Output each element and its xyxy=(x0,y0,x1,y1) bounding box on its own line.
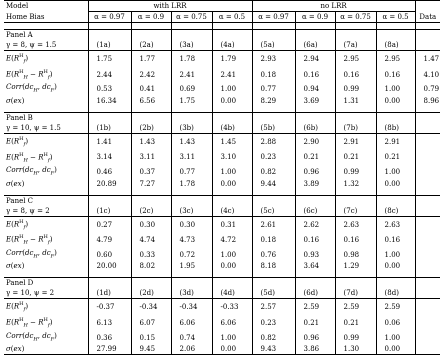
panel-params: γ = 10, ψ = 2 xyxy=(4,288,88,299)
value-cell: 0.53 xyxy=(88,82,131,95)
value-cell: 1.00 xyxy=(212,248,252,261)
value-cell: 6.13 xyxy=(88,315,131,331)
alpha-header: α = 0.75 xyxy=(335,12,376,23)
row-label: $E(R^H_f)$ xyxy=(4,299,88,315)
spec-id: (6b) xyxy=(295,123,335,134)
value-cell: 20.89 xyxy=(88,179,131,189)
corr-row xyxy=(4,165,440,178)
value-cell: 2.95 xyxy=(335,51,376,67)
ediff-row xyxy=(4,67,440,83)
value-cell: 1.00 xyxy=(376,248,415,261)
value-cell: 16.34 xyxy=(88,96,131,106)
spec-id: (2a) xyxy=(131,40,171,51)
value-cell: 1.75 xyxy=(88,51,131,67)
value-cell: 1.45 xyxy=(212,133,252,149)
value-cell: 0.06 xyxy=(376,315,415,331)
value-cell: 2.63 xyxy=(335,216,376,232)
er-row xyxy=(4,216,440,232)
value-cell: 0.36 xyxy=(88,331,131,344)
value-cell xyxy=(415,216,440,232)
value-cell: 2.90 xyxy=(295,133,335,149)
value-cell: 1.77 xyxy=(131,51,171,67)
spec-id: (1b) xyxy=(88,123,131,134)
value-cell: 1.00 xyxy=(376,331,415,344)
value-cell: 0.96 xyxy=(295,331,335,344)
value-cell: 2.59 xyxy=(295,299,335,315)
row-label: $Corr(dc_H$, $dc_F$) xyxy=(4,248,88,261)
value-cell: 27.99 xyxy=(88,344,131,355)
value-cell: 0.23 xyxy=(252,315,295,331)
value-cell: 0.21 xyxy=(295,315,335,331)
value-cell: 1.00 xyxy=(376,82,415,95)
value-cell xyxy=(415,299,440,315)
panel-params: γ = 8, ψ = 1.5 xyxy=(4,40,88,51)
value-cell: 0.00 xyxy=(376,344,415,355)
value-cell: 4.72 xyxy=(212,232,252,248)
value-cell: 2.41 xyxy=(171,67,212,83)
alpha-header: α = 0.5 xyxy=(376,12,415,23)
row-label: σ(ex) xyxy=(4,344,88,355)
value-cell: 0.46 xyxy=(88,165,131,178)
value-cell: 0.16 xyxy=(295,67,335,83)
row-label: $E(R^H_f)$ xyxy=(4,216,88,232)
value-cell: 2.61 xyxy=(252,216,295,232)
value-cell: 0.77 xyxy=(252,82,295,95)
panel-params-row xyxy=(4,123,440,134)
value-cell xyxy=(415,165,440,178)
value-cell: 0.41 xyxy=(131,82,171,95)
panel-title-row xyxy=(4,278,440,289)
value-cell: -0.33 xyxy=(212,299,252,315)
er-row xyxy=(4,51,440,67)
value-cell: 4.74 xyxy=(131,232,171,248)
value-cell: -0.34 xyxy=(131,299,171,315)
row-label: $E(R^H_H - R^H_f)$ xyxy=(4,232,88,248)
spec-id: (6d) xyxy=(295,288,335,299)
value-cell: 0.99 xyxy=(335,331,376,344)
value-cell: 0.96 xyxy=(295,165,335,178)
value-cell xyxy=(415,344,440,355)
value-cell: 2.59 xyxy=(376,299,415,315)
spec-id: (5a) xyxy=(252,40,295,51)
value-cell: 8.96 xyxy=(423,96,440,105)
row-label: $Corr(dc_H$, $dc_F$) xyxy=(4,331,88,344)
value-cell: 3.69 xyxy=(295,96,335,106)
panel-title: Panel C xyxy=(4,195,88,206)
sigma-row xyxy=(4,179,440,189)
spec-id: (7c) xyxy=(335,206,376,217)
value-cell: 0.74 xyxy=(171,331,212,344)
value-cell: 3.14 xyxy=(88,150,131,166)
row-label: $Corr(dc_H$, $dc_F$) xyxy=(4,165,88,178)
row-label: $E(R^H_H - R^H_f)$ xyxy=(4,67,88,83)
spec-id: (2d) xyxy=(131,288,171,299)
spec-id: (8c) xyxy=(376,206,415,217)
value-cell xyxy=(415,248,440,261)
value-cell: 0.00 xyxy=(212,179,252,189)
value-cell: 0.94 xyxy=(295,82,335,95)
value-cell: 6.07 xyxy=(131,315,171,331)
ediff-row xyxy=(4,150,440,166)
spec-id: (7b) xyxy=(335,123,376,134)
panel-params-row xyxy=(4,288,440,299)
value-cell: 0.72 xyxy=(171,248,212,261)
value-cell: 2.42 xyxy=(131,67,171,83)
value-cell: 3.89 xyxy=(295,179,335,189)
value-cell: 0.16 xyxy=(376,232,415,248)
spec-id: (1d) xyxy=(88,288,131,299)
value-cell: 2.62 xyxy=(295,216,335,232)
alpha-header: α = 0.75 xyxy=(171,12,212,23)
ediff-row xyxy=(4,232,440,248)
spec-id: (1c) xyxy=(88,206,131,217)
value-cell: 2.63 xyxy=(376,216,415,232)
value-cell: 2.59 xyxy=(335,299,376,315)
value-cell xyxy=(415,179,440,189)
value-cell: 0.31 xyxy=(212,216,252,232)
value-cell: 9.43 xyxy=(252,344,295,355)
alpha-header: α = 0.9 xyxy=(295,12,335,23)
value-cell: 1.78 xyxy=(171,179,212,189)
row-label: $E(R^H_f)$ xyxy=(4,133,88,149)
value-cell: 0.99 xyxy=(335,165,376,178)
value-cell: 0.30 xyxy=(131,216,171,232)
value-cell: 0.18 xyxy=(252,232,295,248)
value-cell: 2.94 xyxy=(295,51,335,67)
spec-id: (8d) xyxy=(376,288,415,299)
spec-id: (3a) xyxy=(171,40,212,51)
value-cell: 0.18 xyxy=(252,67,295,83)
value-cell: 0.00 xyxy=(376,96,415,106)
panel-title-row xyxy=(4,30,440,41)
spacer-row xyxy=(4,23,440,30)
value-cell: 1.78 xyxy=(171,51,212,67)
value-cell: 0.00 xyxy=(212,344,252,355)
value-cell: 0.60 xyxy=(88,248,131,261)
spec-id: (8a) xyxy=(376,40,415,51)
value-cell: 0.16 xyxy=(335,67,376,83)
alpha-header: α = 0.97 xyxy=(88,12,131,23)
value-cell: 0.99 xyxy=(335,82,376,95)
value-cell: 8.18 xyxy=(252,261,295,271)
spec-id: (5c) xyxy=(252,206,295,217)
row-label: σ(ex) xyxy=(4,261,88,271)
spec-id: (4a) xyxy=(212,40,252,51)
value-cell: 0.30 xyxy=(171,216,212,232)
value-cell: 4.10 xyxy=(423,70,440,79)
panel-params: γ = 8, ψ = 2 xyxy=(4,206,88,217)
value-cell: 0.21 xyxy=(335,315,376,331)
value-cell: 2.44 xyxy=(88,67,131,83)
spec-id: (4d) xyxy=(212,288,252,299)
value-cell xyxy=(415,133,440,149)
value-cell: 0.79 xyxy=(423,85,440,94)
value-cell: 1.79 xyxy=(212,51,252,67)
row-label: σ(ex) xyxy=(4,179,88,189)
row-label: σ(ex) xyxy=(4,96,88,106)
value-cell: 2.91 xyxy=(335,133,376,149)
value-cell: 1.75 xyxy=(171,96,212,106)
home-bias-header: Home Bias xyxy=(4,12,88,23)
spec-id: (4b) xyxy=(212,123,252,134)
spec-id: (1a) xyxy=(88,40,131,51)
value-cell: 0.16 xyxy=(295,232,335,248)
value-cell: 0.82 xyxy=(252,165,295,178)
sigma-row xyxy=(4,96,440,106)
value-cell: 1.32 xyxy=(335,179,376,189)
value-cell: 1.30 xyxy=(335,344,376,355)
value-cell: 2.93 xyxy=(252,51,295,67)
value-cell: 6.06 xyxy=(171,315,212,331)
spec-id: (6c) xyxy=(295,206,335,217)
value-cell: 2.41 xyxy=(212,67,252,83)
value-cell: 0.76 xyxy=(252,248,295,261)
value-cell: 0.21 xyxy=(295,150,335,166)
value-cell: 2.06 xyxy=(171,344,212,355)
value-cell: 0.69 xyxy=(171,82,212,95)
value-cell: 0.27 xyxy=(88,216,131,232)
spec-id: (5b) xyxy=(252,123,295,134)
spec-id: (3c) xyxy=(171,206,212,217)
value-cell xyxy=(415,331,440,344)
sigma-row xyxy=(4,261,440,271)
value-cell: -0.37 xyxy=(88,299,131,315)
panel-title: Panel B xyxy=(4,112,88,123)
panel-title: Panel A xyxy=(4,30,88,41)
value-cell: 1.43 xyxy=(171,133,212,149)
results-table xyxy=(4,0,440,355)
alpha-header: α = 0.9 xyxy=(131,12,171,23)
no-lrr-header: no LRR xyxy=(252,1,415,12)
value-cell: 9.44 xyxy=(252,179,295,189)
value-cell: 2.57 xyxy=(252,299,295,315)
header-row-2 xyxy=(4,12,440,23)
value-cell: 1.31 xyxy=(335,96,376,106)
value-cell: 1.00 xyxy=(212,82,252,95)
spec-id: (7d) xyxy=(335,288,376,299)
row-label: $E(R^H_H - R^H_f)$ xyxy=(4,315,88,331)
spec-id: (6a) xyxy=(295,40,335,51)
panel-title-row xyxy=(4,112,440,123)
value-cell: 1.00 xyxy=(212,331,252,344)
value-cell: 6.06 xyxy=(212,315,252,331)
value-cell: 2.95 xyxy=(376,51,415,67)
panel-title: Panel D xyxy=(4,278,88,289)
panels-body xyxy=(4,23,440,355)
value-cell: 0.93 xyxy=(295,248,335,261)
value-cell: 3.11 xyxy=(131,150,171,166)
value-cell: 0.00 xyxy=(212,261,252,271)
value-cell: 20.00 xyxy=(88,261,131,271)
value-cell: 1.47 xyxy=(423,54,440,63)
corr-row xyxy=(4,82,440,95)
row-label: $Corr(dc_H$, $dc_F$) xyxy=(4,82,88,95)
value-cell: 1.00 xyxy=(376,165,415,178)
value-cell xyxy=(415,150,440,166)
model-header: Model xyxy=(4,1,88,12)
value-cell: 2.88 xyxy=(252,133,295,149)
row-label: $E(R^H_H - R^H_f)$ xyxy=(4,150,88,166)
value-cell: 0.00 xyxy=(376,179,415,189)
value-cell: 0.16 xyxy=(335,232,376,248)
sigma-row xyxy=(4,344,440,355)
value-cell: 7.27 xyxy=(131,179,171,189)
spec-id: (3b) xyxy=(171,123,212,134)
value-cell xyxy=(415,232,440,248)
value-cell: 3.64 xyxy=(295,261,335,271)
row-label: $E(R^H_f)$ xyxy=(4,51,88,67)
value-cell: 1.29 xyxy=(335,261,376,271)
value-cell: 9.45 xyxy=(131,344,171,355)
value-cell: 1.00 xyxy=(212,165,252,178)
value-cell: 0.33 xyxy=(131,248,171,261)
value-cell: 6.56 xyxy=(131,96,171,106)
value-cell: 8.02 xyxy=(131,261,171,271)
panel-params-row xyxy=(4,206,440,217)
spec-id: (4c) xyxy=(212,206,252,217)
spec-id: (2b) xyxy=(131,123,171,134)
value-cell: 1.43 xyxy=(131,133,171,149)
value-cell: 0.15 xyxy=(131,331,171,344)
header-row-1 xyxy=(4,1,440,12)
value-cell xyxy=(415,315,440,331)
panel-title-row xyxy=(4,195,440,206)
value-cell: 2.91 xyxy=(376,133,415,149)
value-cell: 0.00 xyxy=(376,261,415,271)
corr-row xyxy=(4,248,440,261)
value-cell: 8.29 xyxy=(252,96,295,106)
value-cell: 0.21 xyxy=(376,150,415,166)
spec-id: (7a) xyxy=(335,40,376,51)
value-cell: 3.10 xyxy=(212,150,252,166)
panel-params-row xyxy=(4,40,440,51)
spec-id: (2c) xyxy=(131,206,171,217)
value-cell: 0.00 xyxy=(212,96,252,106)
value-cell xyxy=(415,261,440,271)
value-cell: 0.37 xyxy=(131,165,171,178)
value-cell: -0.34 xyxy=(171,299,212,315)
value-cell: 3.11 xyxy=(171,150,212,166)
value-cell: 0.21 xyxy=(335,150,376,166)
spec-id: (8b) xyxy=(376,123,415,134)
spec-id: (3d) xyxy=(171,288,212,299)
alpha-header: α = 0.97 xyxy=(252,12,295,23)
with-lrr-header: with LRR xyxy=(88,1,252,12)
value-cell: 4.73 xyxy=(171,232,212,248)
value-cell: 0.98 xyxy=(335,248,376,261)
er-row xyxy=(4,299,440,315)
panel-params: γ = 10, ψ = 1.5 xyxy=(4,123,88,134)
value-cell: 1.41 xyxy=(88,133,131,149)
value-cell: 1.95 xyxy=(171,261,212,271)
er-row xyxy=(4,133,440,149)
value-cell: 0.82 xyxy=(252,331,295,344)
alpha-header: α = 0.5 xyxy=(212,12,252,23)
data-header: Data xyxy=(415,12,440,23)
ediff-row xyxy=(4,315,440,331)
spec-id: (5d) xyxy=(252,288,295,299)
value-cell: 0.23 xyxy=(252,150,295,166)
value-cell: 0.16 xyxy=(376,67,415,83)
corr-row xyxy=(4,331,440,344)
value-cell: 4.79 xyxy=(88,232,131,248)
value-cell: 0.77 xyxy=(171,165,212,178)
value-cell: 3.86 xyxy=(295,344,335,355)
